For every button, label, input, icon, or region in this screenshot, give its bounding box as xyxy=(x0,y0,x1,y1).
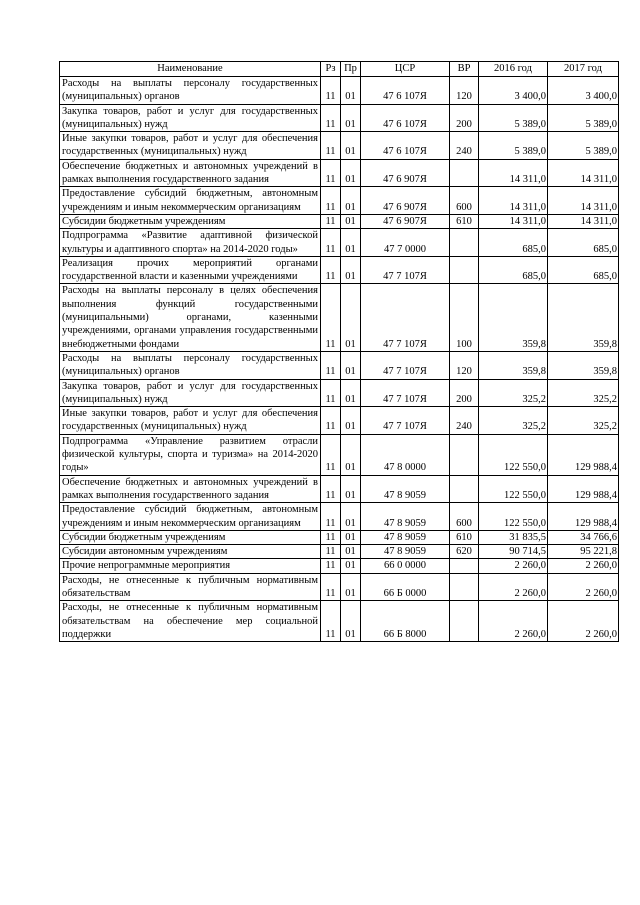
row-name-cell: Подпрограмма «Развитие адаптивной физической культуры и адаптивного спорта» на 2014-2020 годы» xyxy=(60,229,321,257)
row-vr-cell xyxy=(450,256,479,284)
table-row xyxy=(60,187,619,215)
row-rz-cell: 11 xyxy=(321,214,341,228)
header-csr: ЦСР xyxy=(361,62,450,77)
table-row xyxy=(60,351,619,379)
row-name-cell: Субсидии бюджетным учреждениям xyxy=(60,214,321,228)
row-pr-cell: 01 xyxy=(341,475,361,503)
row-2016-value: 5 389,0 xyxy=(479,132,548,160)
row-vr-cell: 240 xyxy=(450,132,479,160)
row-2017-value: 325,2 xyxy=(548,379,619,407)
table-row xyxy=(60,77,619,105)
row-2017-value: 2 260,0 xyxy=(548,601,619,642)
row-rz-cell: 11 xyxy=(321,256,341,284)
table-row xyxy=(60,530,619,544)
row-pr-cell: 01 xyxy=(341,159,361,187)
row-2017-value: 685,0 xyxy=(548,256,619,284)
table-row xyxy=(60,379,619,407)
row-vr-cell: 200 xyxy=(450,104,479,132)
row-rz-cell: 11 xyxy=(321,104,341,132)
row-csr-cell: 47 7 107Я xyxy=(361,351,450,379)
row-vr-cell xyxy=(450,573,479,601)
row-name-cell: Предоставление субсидий бюджетным, автономным учреждениям и иным некоммерческим организациям xyxy=(60,503,321,531)
row-2016-value: 14 311,0 xyxy=(479,187,548,215)
row-rz-cell: 11 xyxy=(321,601,341,642)
row-2017-value: 95 221,8 xyxy=(548,545,619,559)
row-2017-value: 359,8 xyxy=(548,351,619,379)
row-rz-cell: 11 xyxy=(321,530,341,544)
row-2016-value: 14 311,0 xyxy=(479,214,548,228)
row-name-cell: Закупка товаров, работ и услуг для государственных (муниципальных) нужд xyxy=(60,104,321,132)
row-vr-cell xyxy=(450,229,479,257)
row-2016-value: 122 550,0 xyxy=(479,475,548,503)
row-rz-cell: 11 xyxy=(321,132,341,160)
row-2016-value: 325,2 xyxy=(479,407,548,435)
row-csr-cell: 47 7 107Я xyxy=(361,407,450,435)
table-row xyxy=(60,559,619,573)
row-2017-value: 325,2 xyxy=(548,407,619,435)
row-vr-cell: 200 xyxy=(450,379,479,407)
row-rz-cell: 11 xyxy=(321,503,341,531)
row-rz-cell: 11 xyxy=(321,229,341,257)
table-row xyxy=(60,104,619,132)
header-2016: 2016 год xyxy=(479,62,548,77)
table-row xyxy=(60,407,619,435)
row-pr-cell: 01 xyxy=(341,256,361,284)
row-rz-cell: 11 xyxy=(321,77,341,105)
row-pr-cell: 01 xyxy=(341,104,361,132)
row-csr-cell: 66 Б 8000 xyxy=(361,601,450,642)
row-name-cell: Иные закупки товаров, работ и услуг для обеспечения государственных (муниципальных) нужд xyxy=(60,132,321,160)
row-2017-value: 129 988,4 xyxy=(548,475,619,503)
table-row xyxy=(60,601,619,642)
row-rz-cell: 11 xyxy=(321,434,341,475)
row-vr-cell: 100 xyxy=(450,284,479,351)
row-2017-value: 359,8 xyxy=(548,284,619,351)
budget-table xyxy=(59,61,619,642)
header-rz: Рз xyxy=(321,62,341,77)
row-vr-cell: 610 xyxy=(450,214,479,228)
row-pr-cell: 01 xyxy=(341,407,361,435)
row-rz-cell: 11 xyxy=(321,187,341,215)
row-csr-cell: 66 0 0000 xyxy=(361,559,450,573)
row-name-cell: Расходы на выплаты персоналу в целях обеспечения выполнения функций государственными (муниципальными) органами, казенными учреждениями, органами управления государственными внебюджетными фондами xyxy=(60,284,321,351)
row-2016-value: 31 835,5 xyxy=(479,530,548,544)
row-vr-cell xyxy=(450,159,479,187)
header-pr: Пр xyxy=(341,62,361,77)
row-2017-value: 3 400,0 xyxy=(548,77,619,105)
row-rz-cell: 11 xyxy=(321,475,341,503)
row-vr-cell: 120 xyxy=(450,351,479,379)
row-pr-cell: 01 xyxy=(341,559,361,573)
row-vr-cell xyxy=(450,559,479,573)
row-csr-cell: 47 8 9059 xyxy=(361,545,450,559)
row-name-cell: Субсидии бюджетным учреждениям xyxy=(60,530,321,544)
row-csr-cell: 47 7 107Я xyxy=(361,379,450,407)
row-2016-value: 3 400,0 xyxy=(479,77,548,105)
row-csr-cell: 47 7 107Я xyxy=(361,284,450,351)
row-pr-cell: 01 xyxy=(341,545,361,559)
row-vr-cell: 600 xyxy=(450,503,479,531)
row-csr-cell: 47 6 907Я xyxy=(361,187,450,215)
row-2016-value: 14 311,0 xyxy=(479,159,548,187)
row-rz-cell: 11 xyxy=(321,545,341,559)
row-2016-value: 90 714,5 xyxy=(479,545,548,559)
table-row xyxy=(60,503,619,531)
row-name-cell: Прочие непрограммные мероприятия xyxy=(60,559,321,573)
row-vr-cell xyxy=(450,434,479,475)
row-2016-value: 2 260,0 xyxy=(479,559,548,573)
row-pr-cell: 01 xyxy=(341,187,361,215)
row-2017-value: 14 311,0 xyxy=(548,214,619,228)
row-name-cell: Предоставление субсидий бюджетным, автономным учреждениям и иным некоммерческим организациям xyxy=(60,187,321,215)
row-vr-cell: 610 xyxy=(450,530,479,544)
row-2016-value: 5 389,0 xyxy=(479,104,548,132)
row-vr-cell xyxy=(450,601,479,642)
row-rz-cell: 11 xyxy=(321,351,341,379)
row-pr-cell: 01 xyxy=(341,503,361,531)
row-2017-value: 14 311,0 xyxy=(548,187,619,215)
row-2016-value: 359,8 xyxy=(479,351,548,379)
row-name-cell: Подпрограмма «Управление развитием отрасли физической культуры, спорта и туризма» на 2014-2020 годы» xyxy=(60,434,321,475)
row-name-cell: Расходы, не отнесенные к публичным нормативным обязательствам на обеспечение мер социальной поддержки xyxy=(60,601,321,642)
row-2016-value: 685,0 xyxy=(479,256,548,284)
row-rz-cell: 11 xyxy=(321,379,341,407)
row-name-cell: Обеспечение бюджетных и автономных учреждений в рамках выполнения государственного задания xyxy=(60,475,321,503)
row-pr-cell: 01 xyxy=(341,284,361,351)
header-2017: 2017 год xyxy=(548,62,619,77)
row-2017-value: 2 260,0 xyxy=(548,559,619,573)
row-rz-cell: 11 xyxy=(321,159,341,187)
row-rz-cell: 11 xyxy=(321,573,341,601)
row-csr-cell: 47 7 0000 xyxy=(361,229,450,257)
table-header-row xyxy=(60,62,619,77)
row-csr-cell: 47 8 9059 xyxy=(361,475,450,503)
row-csr-cell: 47 8 9059 xyxy=(361,503,450,531)
row-csr-cell: 47 6 907Я xyxy=(361,214,450,228)
row-vr-cell: 240 xyxy=(450,407,479,435)
row-name-cell: Расходы на выплаты персоналу государственных (муниципальных) органов xyxy=(60,77,321,105)
row-name-cell: Субсидии автономным учреждениям xyxy=(60,545,321,559)
row-csr-cell: 47 7 107Я xyxy=(361,256,450,284)
row-pr-cell: 01 xyxy=(341,601,361,642)
row-vr-cell: 120 xyxy=(450,77,479,105)
row-2017-value: 2 260,0 xyxy=(548,573,619,601)
row-csr-cell: 47 6 107Я xyxy=(361,77,450,105)
row-name-cell: Закупка товаров, работ и услуг для государственных (муниципальных) нужд xyxy=(60,379,321,407)
row-pr-cell: 01 xyxy=(341,77,361,105)
row-name-cell: Обеспечение бюджетных и автономных учреждений в рамках выполнения государственного задания xyxy=(60,159,321,187)
row-pr-cell: 01 xyxy=(341,379,361,407)
row-rz-cell: 11 xyxy=(321,407,341,435)
row-pr-cell: 01 xyxy=(341,229,361,257)
row-2017-value: 5 389,0 xyxy=(548,132,619,160)
row-pr-cell: 01 xyxy=(341,214,361,228)
row-name-cell: Иные закупки товаров, работ и услуг для обеспечения государственных (муниципальных) нужд xyxy=(60,407,321,435)
table-row xyxy=(60,475,619,503)
table-row xyxy=(60,434,619,475)
row-csr-cell: 66 Б 0000 xyxy=(361,573,450,601)
row-vr-cell xyxy=(450,475,479,503)
table-row xyxy=(60,214,619,228)
row-csr-cell: 47 6 907Я xyxy=(361,159,450,187)
table-row xyxy=(60,545,619,559)
row-name-cell: Расходы, не отнесенные к публичным нормативным обязательствам xyxy=(60,573,321,601)
table-row xyxy=(60,284,619,351)
row-csr-cell: 47 8 0000 xyxy=(361,434,450,475)
row-2016-value: 122 550,0 xyxy=(479,434,548,475)
row-pr-cell: 01 xyxy=(341,434,361,475)
row-pr-cell: 01 xyxy=(341,573,361,601)
header-vr: ВР xyxy=(450,62,479,77)
row-pr-cell: 01 xyxy=(341,132,361,160)
row-2017-value: 14 311,0 xyxy=(548,159,619,187)
row-pr-cell: 01 xyxy=(341,530,361,544)
row-2017-value: 129 988,4 xyxy=(548,434,619,475)
row-2016-value: 2 260,0 xyxy=(479,573,548,601)
row-2017-value: 34 766,6 xyxy=(548,530,619,544)
row-2016-value: 2 260,0 xyxy=(479,601,548,642)
table-row xyxy=(60,132,619,160)
table-row xyxy=(60,256,619,284)
row-2016-value: 359,8 xyxy=(479,284,548,351)
row-2017-value: 5 389,0 xyxy=(548,104,619,132)
row-rz-cell: 11 xyxy=(321,559,341,573)
row-name-cell: Реализация прочих мероприятий органами государственной власти и казенными учреждениями xyxy=(60,256,321,284)
row-csr-cell: 47 6 107Я xyxy=(361,104,450,132)
row-2017-value: 129 988,4 xyxy=(548,503,619,531)
header-name: Наименование xyxy=(60,62,321,77)
row-pr-cell: 01 xyxy=(341,351,361,379)
row-rz-cell: 11 xyxy=(321,284,341,351)
row-2016-value: 685,0 xyxy=(479,229,548,257)
table-row xyxy=(60,573,619,601)
row-2016-value: 325,2 xyxy=(479,379,548,407)
row-vr-cell: 600 xyxy=(450,187,479,215)
table-row xyxy=(60,229,619,257)
row-csr-cell: 47 6 107Я xyxy=(361,132,450,160)
row-vr-cell: 620 xyxy=(450,545,479,559)
table-row xyxy=(60,159,619,187)
row-csr-cell: 47 8 9059 xyxy=(361,530,450,544)
row-2016-value: 122 550,0 xyxy=(479,503,548,531)
row-2017-value: 685,0 xyxy=(548,229,619,257)
row-name-cell: Расходы на выплаты персоналу государственных (муниципальных) органов xyxy=(60,351,321,379)
